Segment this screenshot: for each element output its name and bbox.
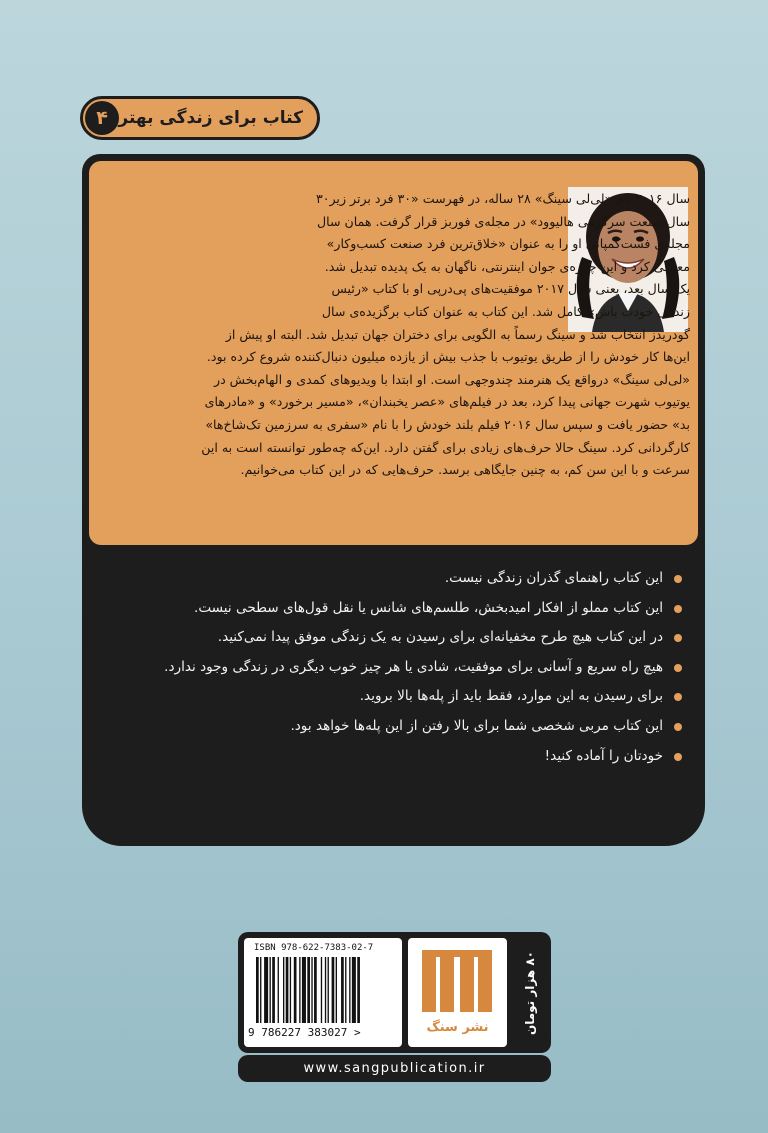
list-item bbox=[102, 623, 685, 653]
bio-line: «لی‌لی سینگ» درواقع یک هنرمند چندوجهی است. او ابتدا با ویدیوهای کمدی و الهام‌بخش در bbox=[213, 371, 690, 387]
bio-line: یوتیوب شهرت جهانی پیدا کرد، بعد در فیلم‌های «عصر یخبندان»، «مسیر برخورد» و «مادرهای bbox=[204, 394, 690, 410]
bullet-dot-icon bbox=[674, 664, 682, 672]
series-number: ۴ bbox=[85, 101, 119, 135]
price-strip bbox=[515, 938, 545, 1047]
list-item-text: این کتاب مربی شخصی شما برای بالا رفتن از این پله‌ها خواهد بود. bbox=[290, 717, 663, 734]
bullet-dot-icon bbox=[674, 634, 682, 642]
isbn-label: ISBN 978-622-7383-02-7 bbox=[254, 943, 374, 953]
list-item-text: خودتان را آماده کنید! bbox=[544, 747, 663, 764]
bullet-dot-icon bbox=[674, 575, 682, 583]
bio-line: مجله‌ی فست‌کمپانی او را به عنوان «خلاق‌ترین فرد صنعت کسب‌وکار» bbox=[326, 236, 690, 252]
bullet-dot-icon bbox=[674, 693, 682, 701]
website-url: www.sangpublication.ir bbox=[238, 1055, 551, 1082]
list-item-text: این کتاب راهنمای گذران زندگی نیست. bbox=[444, 570, 663, 586]
bio-line: معرفی کرد و این چهره‌ی جوان اینترنتی، ناگهان به یک پدیده تبدیل شد. bbox=[324, 258, 690, 274]
bio-line: کارگردانی کرد. سینگ حالا حرف‌های زیادی برای گفتن دارد. این‌که چه‌طور توانسته است به این bbox=[201, 439, 690, 455]
bullet-dot-icon bbox=[674, 753, 682, 761]
list-item-text: این کتاب مملو از افکار امیدبخش، طلسم‌های شانس یا نقل قول‌های سطحی نیست. bbox=[194, 599, 663, 616]
series-title: کتاب برای زندگی بهتر bbox=[118, 108, 303, 128]
author-bio-panel bbox=[89, 161, 698, 545]
list-item bbox=[102, 712, 685, 742]
bio-line: زندگی خودت باش» کامل شد. این کتاب به عنوان کتاب برگزیده‌ی سال bbox=[321, 303, 690, 319]
list-item-text: هیچ راه سریع و آسانی برای موفقیت، شادی یا هر چیز خوب دیگری در زندگی وجود ندارد. bbox=[164, 658, 663, 675]
price-label: ۸۰ هزار تومان bbox=[523, 950, 537, 1035]
bio-line: یک سال بعد، یعنی سال ۲۰۱۷ موفقیت‌های پی‌درپی او با کتاب «رئیس bbox=[331, 281, 690, 297]
publisher-name: نشر سنگ bbox=[426, 1020, 489, 1035]
publisher-logo bbox=[408, 938, 507, 1047]
list-item-text: برای رسیدن به این موارد، فقط باید از پله‌ها بالا بروید. bbox=[359, 688, 663, 705]
bullet-dot-icon bbox=[674, 723, 682, 731]
bio-line: این‌ها کار خودش را از طریق یوتیوب با جذب بیش از یازده میلیون دنبال‌کننده شروع کرده بود. bbox=[206, 349, 690, 365]
barcode-box bbox=[244, 938, 402, 1047]
barcode-icon bbox=[256, 957, 390, 1023]
list-item bbox=[102, 742, 685, 772]
bullet-dot-icon bbox=[674, 605, 682, 613]
list-item bbox=[102, 594, 685, 624]
publisher-info-block bbox=[238, 932, 551, 1053]
list-item bbox=[102, 564, 685, 594]
bio-line: سال صنعت سرگرمی هالیوود» در مجله‌ی فوربز قرار گرفت. همان سال bbox=[316, 213, 690, 229]
bio-line: گودریدز انتخاب شد و سینگ رسماً به الگویی برای دختران جهان تبدیل شد. البته او پیش از bbox=[225, 326, 690, 342]
list-item-text: در این کتاب هیچ طرح مخفیانه‌ای برای رسیدن به یک زندگی موفق پیدا نمی‌کنید. bbox=[217, 629, 663, 646]
key-points-list bbox=[102, 564, 685, 771]
back-cover-card bbox=[82, 154, 705, 846]
series-badge bbox=[80, 96, 320, 140]
list-item bbox=[102, 682, 685, 712]
bio-line: بد» حضور یافت و سپس سال ۲۰۱۶ فیلم بلند خودش را با نام «سفری به سرزمین تک‌شاخ‌ها» bbox=[205, 416, 690, 432]
ean-digits: 9 786227 383027 > bbox=[248, 1026, 361, 1039]
list-item bbox=[102, 653, 685, 683]
publisher-logo-icon bbox=[408, 938, 507, 1018]
bio-line: سال ۲۰۱۶ نام «لی‌لی سینگ» ۲۸ ساله، در فهرست «۳۰ فرد برتر زیر۳۰ bbox=[315, 191, 690, 206]
author-bio-text bbox=[157, 188, 690, 482]
bio-line: سرعت و با این سن کم، به چنین جایگاهی برسد. حرف‌هایی که در این کتاب می‌خوانیم. bbox=[240, 462, 690, 478]
